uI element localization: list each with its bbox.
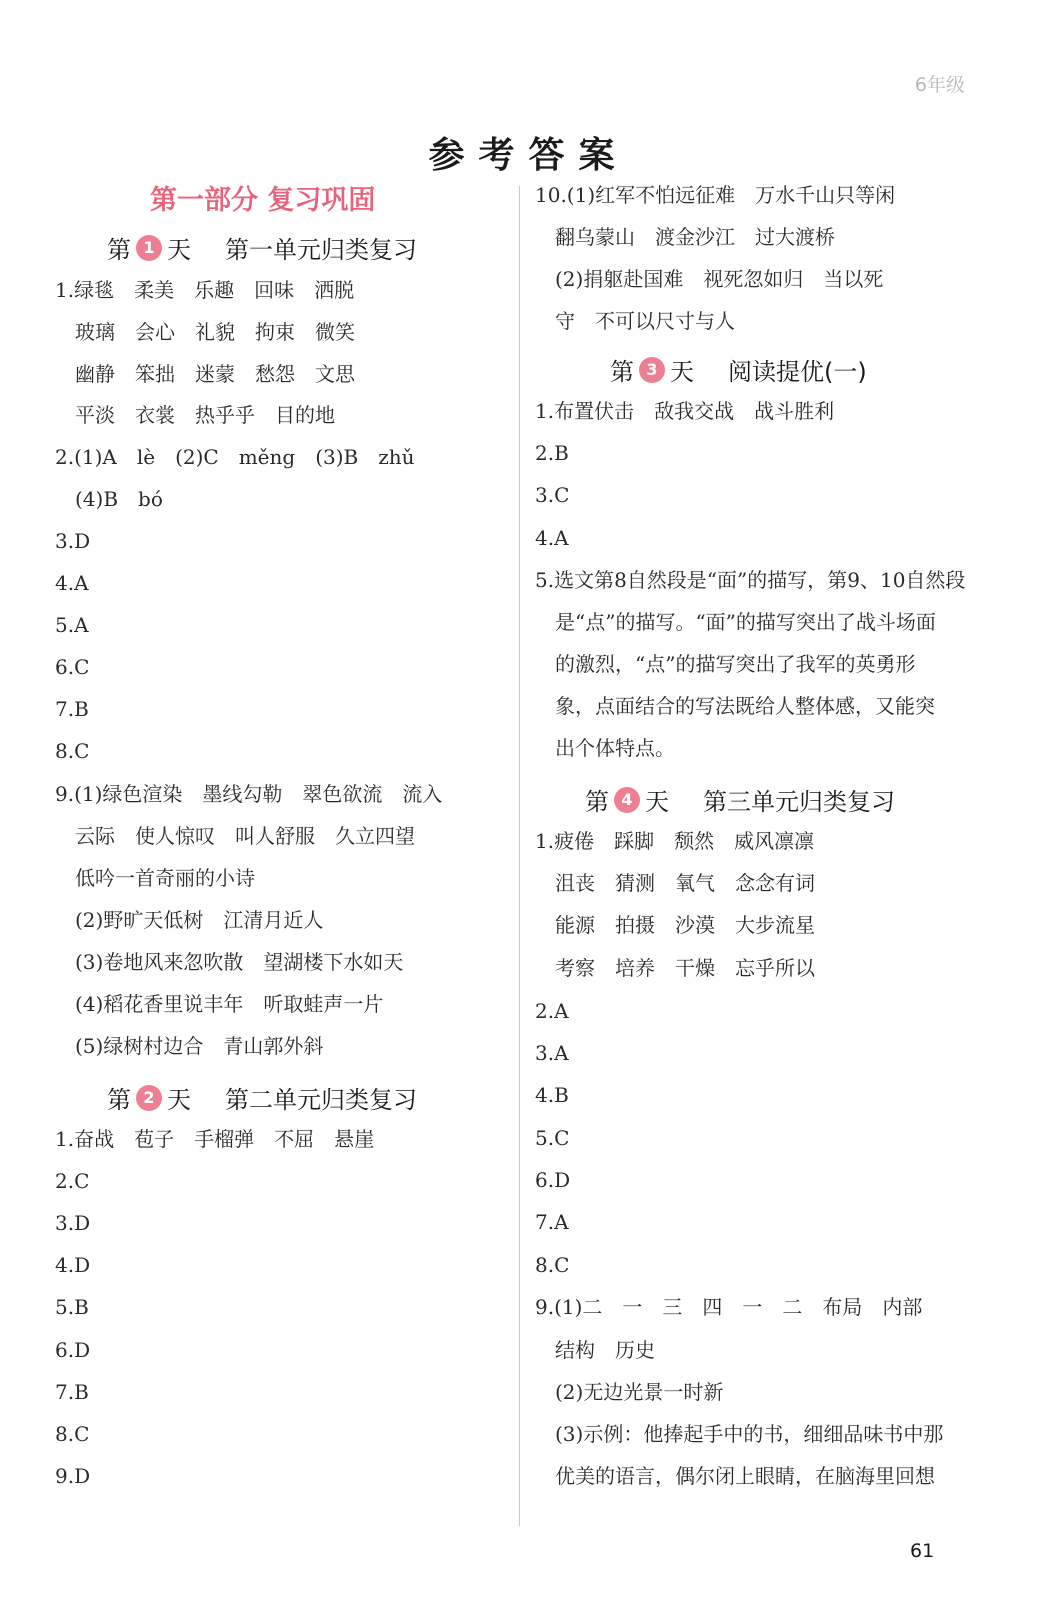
answer-line: 5.A — [55, 613, 89, 637]
answer-line: 9.(1)二 一 三 四 一 二 布局 内部 — [535, 1295, 923, 1319]
answer-line: 5.B — [55, 1295, 89, 1319]
answer-line: 1.奋战 苞子 手榴弹 不屈 悬崖 — [55, 1127, 375, 1151]
answer-line: 4.A — [55, 571, 89, 595]
answer-line: 9.D — [55, 1464, 91, 1488]
page-title: 参考答案 — [428, 135, 629, 176]
answer-line: 1.布置伏击 敌我交战 战斗胜利 — [535, 399, 835, 423]
answer-line: 4.B — [535, 1083, 569, 1107]
answer-line: 出个体特点。 — [535, 736, 675, 760]
answer-line: 象，点面结合的写法既给人整体感，又能突 — [535, 694, 935, 718]
answer-line: 低吟一首奇丽的小诗 — [55, 866, 255, 890]
day-subtitle: 第二单元归类复习 — [225, 1086, 417, 1114]
answer-line: (2)野旷天低树 江清月近人 — [55, 908, 324, 932]
answer-line: (3)卷地风来忽吹散 望湖楼下水如天 — [55, 950, 404, 974]
answer-line: 1.疲倦 踩脚 颓然 威风凛凛 — [535, 829, 815, 853]
answer-line: 9.(1)绿色渲染 墨线勾勒 翠色欲流 流入 — [55, 782, 443, 806]
answer-line: 平淡 衣裳 热乎乎 目的地 — [55, 403, 335, 427]
answer-line: 8.C — [55, 739, 90, 763]
answer-line: 7.B — [55, 697, 89, 721]
page-number: 61 — [910, 1540, 935, 1562]
answer-line: 2.B — [535, 441, 569, 465]
answer-line: 8.C — [55, 1422, 90, 1446]
answer-line: 5.选文第8自然段是“面”的描写，第9、10自然段 — [535, 568, 966, 592]
answer-line: 7.A — [535, 1210, 569, 1234]
answer-line: 能源 拍摄 沙漠 大步流星 — [535, 913, 815, 937]
answer-line: 守 不可以尺寸与人 — [535, 309, 735, 333]
day-prefix: 第 — [610, 358, 634, 386]
day-subtitle: 第三单元归类复习 — [703, 788, 895, 816]
answer-line: (4)B bó — [55, 487, 163, 511]
answer-line: 4.D — [55, 1253, 91, 1277]
answer-line: 10.(1)红军不怕远征难 万水千山只等闲 — [535, 183, 896, 207]
answer-line: 翻乌蒙山 渡金沙江 过大渡桥 — [535, 225, 835, 249]
answer-line: 优美的语言，偶尔闭上眼睛，在脑海里回想 — [535, 1464, 935, 1488]
day-number-badge: 4 — [614, 787, 640, 813]
answer-line: 6.D — [55, 1338, 91, 1362]
answer-line: 的激烈，“点”的描写突出了我军的英勇形 — [535, 652, 916, 676]
answer-line: 2.A — [535, 999, 569, 1023]
answer-line: 6.C — [55, 655, 90, 679]
day-number-badge: 1 — [136, 235, 162, 261]
day-heading-2 — [107, 1080, 417, 1115]
answer-line: 考察 培养 干燥 忘乎所以 — [535, 956, 815, 980]
answer-line: 1.绿毯 柔美 乐趣 回味 洒脱 — [55, 278, 355, 302]
day-prefix: 第 — [585, 788, 609, 816]
part-title: 第一部分 复习巩固 — [150, 185, 376, 216]
day-prefix: 第 — [107, 1086, 131, 1114]
day-heading-1 — [107, 230, 417, 265]
answer-line: 6.D — [535, 1168, 571, 1192]
answer-line: 结构 历史 — [535, 1338, 655, 1362]
answer-line: 玻璃 会心 礼貌 拘束 微笑 — [55, 320, 355, 344]
answer-line: 是“点”的描写。“面”的描写突出了战斗场面 — [535, 610, 936, 634]
day-heading-3 — [610, 352, 867, 387]
answer-line: (3)示例：他捧起手中的书，细细品味书中那 — [535, 1422, 944, 1446]
day-number-badge: 3 — [639, 357, 665, 383]
day-subtitle: 阅读提优(一) — [728, 358, 867, 386]
answer-line: (5)绿树村边合 青山郭外斜 — [55, 1034, 324, 1058]
answer-line: (4)稻花香里说丰年 听取蛙声一片 — [55, 992, 384, 1016]
answer-line: 3.A — [535, 1041, 569, 1065]
answer-line: 云际 使人惊叹 叫人舒服 久立四望 — [55, 824, 415, 848]
grade-label: 6年级 — [914, 74, 965, 96]
answer-line: (2)捐躯赴国难 视死忽如归 当以死 — [535, 267, 884, 291]
answer-line: 3.D — [55, 529, 91, 553]
answer-line: 幽静 笨拙 迷蒙 愁怨 文思 — [55, 362, 355, 386]
day-suffix: 天 — [167, 236, 191, 264]
column-divider — [519, 186, 520, 1526]
day-number-badge: 2 — [136, 1085, 162, 1111]
day-suffix: 天 — [167, 1086, 191, 1114]
answer-line: 3.D — [55, 1211, 91, 1235]
answer-line: 7.B — [55, 1380, 89, 1404]
answer-line: 3.C — [535, 483, 570, 507]
answer-line: 2.C — [55, 1169, 90, 1193]
answer-line: 4.A — [535, 526, 569, 550]
answer-line: 8.C — [535, 1253, 570, 1277]
answer-line: 沮丧 猜测 氧气 念念有词 — [535, 871, 815, 895]
day-subtitle: 第一单元归类复习 — [225, 236, 417, 264]
answer-line: (2)无边光景一时新 — [535, 1380, 724, 1404]
day-suffix: 天 — [645, 788, 669, 816]
day-suffix: 天 — [670, 358, 694, 386]
day-prefix: 第 — [107, 236, 131, 264]
answer-line: 2.(1)A lè (2)C měng (3)B zhǔ — [55, 445, 415, 469]
day-heading-4 — [585, 782, 895, 817]
answer-line: 5.C — [535, 1126, 570, 1150]
